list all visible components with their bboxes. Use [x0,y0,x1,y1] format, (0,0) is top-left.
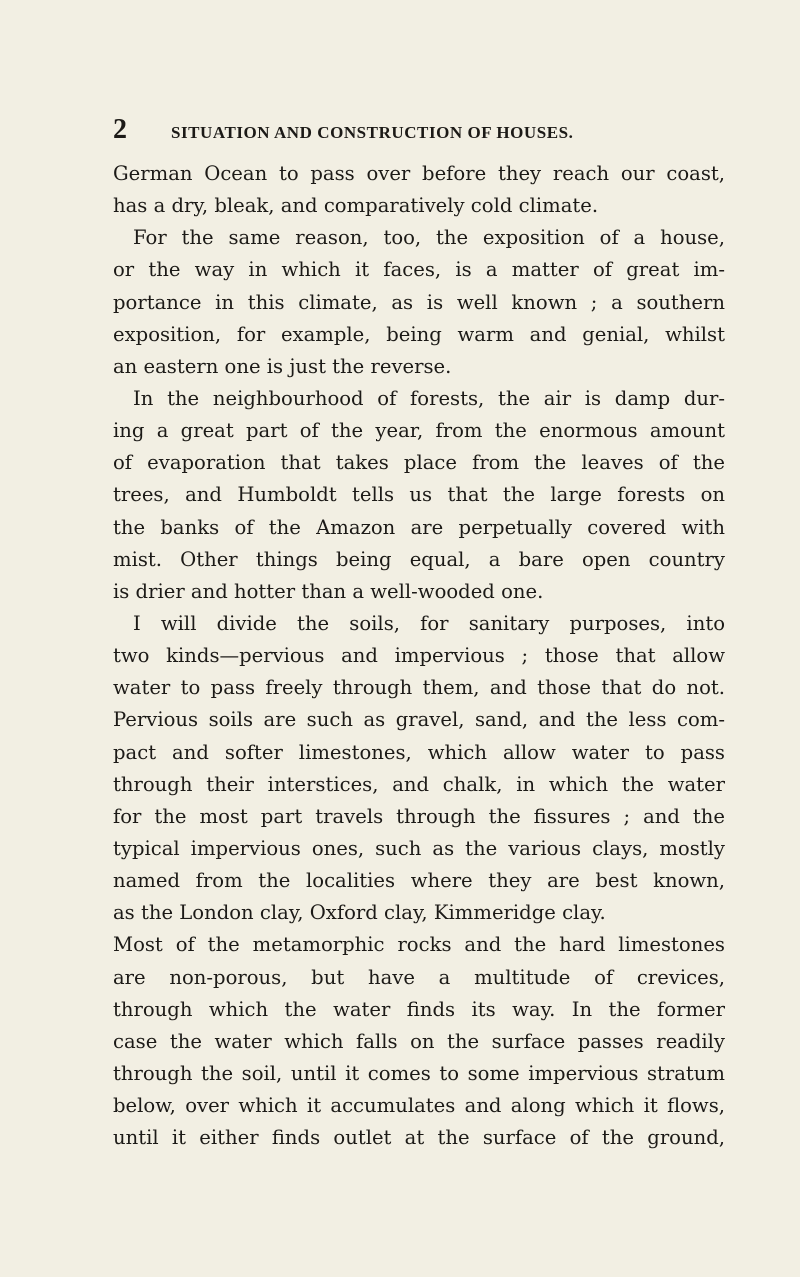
text-line: portance in this climate, as is well known ; a southern [113,290,725,314]
text-line: below, over which it accumulates and along which it flows, [113,1094,725,1118]
text-line: For the same reason, too, the exposition of a house, [133,226,725,250]
body-text [113,158,725,1154]
text-line: or the way in which it faces, is a matter of great im- [113,258,725,282]
text-line: are non-porous, but have a multitude of crevices, [113,965,725,989]
text-line: German Ocean to pass over before they reach our coast, [113,162,725,185]
text-line: through which the water finds its way. In the former [113,997,725,1021]
text-line: an eastern one is just the reverse. [113,354,452,378]
text-line: of evaporation that takes place from the leaves of the [113,451,725,475]
page-number: 2 [113,114,127,145]
text-line: through their interstices, and chalk, in which the water [113,772,725,796]
text-line: has a dry, bleak, and comparatively cold climate. [113,194,599,218]
running-head: SITUATION AND CONSTRUCTION OF HOUSES. [171,123,574,142]
text-line: exposition, for example, being warm and genial, whilst [113,322,725,346]
text-line: named from the localities where they are best known, [113,869,725,893]
text-line: Pervious soils are such as gravel, sand, and the less com- [113,708,725,732]
text-line: Most of the metamorphic rocks and the hard limestones [113,933,725,957]
text-line: I will divide the soils, for sanitary purposes, into [133,611,725,635]
text-line: through the soil, until it comes to some impervious stratum [113,1061,725,1085]
text-line: pact and softer limestones, which allow water to pass [113,740,725,764]
text-line: as the London clay, Oxford clay, Kimmeridge clay. [113,901,606,925]
text-line: ing a great part of the year, from the enormous amount [113,419,725,443]
text-line: In the neighbourhood of forests, the air is damp dur- [133,386,725,410]
text-line: is drier and hotter than a well-wooded one. [113,579,544,603]
text-line: trees, and Humboldt tells us that the large forests on [113,483,725,507]
text-line: mist. Other things being equal, a bare open country [113,547,725,571]
page-header [113,114,733,150]
text-line: two kinds—pervious and impervious ; those that allow [113,644,725,668]
text-line: typical impervious ones, such as the various clays, mostly [113,836,725,860]
text-line: until it either finds outlet at the surface of the ground, [113,1126,725,1150]
text-line: for the most part travels through the fissures ; and the [113,804,725,828]
text-line: the banks of the Amazon are perpetually covered with [113,515,725,539]
text-line: water to pass freely through them, and those that do not. [113,676,725,700]
text-line: case the water which falls on the surface passes readily [113,1029,725,1053]
